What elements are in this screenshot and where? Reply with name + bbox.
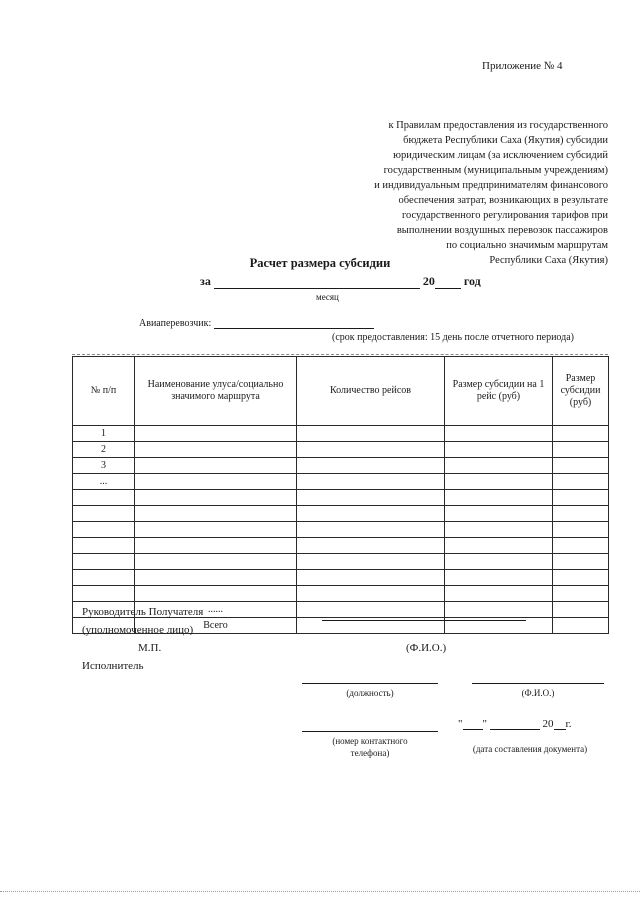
table-cell: 3: [73, 458, 135, 474]
table-row: [73, 474, 609, 490]
table-cell[interactable]: [135, 474, 297, 490]
date-fields: [458, 718, 572, 730]
period-prefix: за: [200, 274, 211, 288]
table-cell[interactable]: [553, 458, 609, 474]
table-row: [73, 586, 609, 602]
date-year-field[interactable]: [554, 719, 566, 730]
rules-line: бюджета Республики Саха (Якутия) субсидии: [403, 135, 608, 146]
deadline-note: (срок предоставления: 15 день после отчетного периода): [332, 332, 574, 343]
table-cell: [73, 554, 135, 570]
table-row: [73, 442, 609, 458]
phone-caption-line: (номер контактного: [332, 736, 408, 746]
table-cell[interactable]: [445, 522, 553, 538]
table-cell[interactable]: [297, 426, 445, 442]
head-signature-line[interactable]: [322, 620, 526, 621]
table-cell[interactable]: [445, 490, 553, 506]
table-cell[interactable]: ......: [135, 602, 297, 618]
date-month-field[interactable]: [490, 719, 540, 730]
table-cell: [73, 522, 135, 538]
table-cell[interactable]: [135, 506, 297, 522]
carrier-row: [139, 318, 374, 329]
rules-line: юридическим лицам (за исключением субсидий: [393, 150, 608, 161]
rules-line: к Правилам предоставления из государственного: [388, 120, 608, 131]
table-row: [73, 538, 609, 554]
table-cell[interactable]: [553, 538, 609, 554]
rules-line: Республики Саха (Якутия): [489, 255, 608, 266]
col-header-route: Наименование улуса/социально значимого маршрута: [135, 357, 297, 426]
rules-line: по социально значимым маршрутам: [446, 240, 608, 251]
table-cell[interactable]: [445, 474, 553, 490]
total-label: Всего: [135, 618, 297, 634]
table-cell: [73, 506, 135, 522]
executor-fio-caption: (Ф.И.О.): [521, 688, 555, 698]
phone-line[interactable]: [302, 731, 438, 732]
table-cell[interactable]: [445, 554, 553, 570]
table-cell[interactable]: [135, 426, 297, 442]
table-cell[interactable]: [297, 458, 445, 474]
table-cell[interactable]: [445, 506, 553, 522]
carrier-field[interactable]: [214, 318, 374, 329]
table-cell[interactable]: [553, 522, 609, 538]
table-cell[interactable]: [553, 570, 609, 586]
phone-caption: [302, 735, 438, 759]
table-cell[interactable]: [297, 554, 445, 570]
date-close-quote: ": [482, 718, 487, 730]
head-of-recipient-label: Руководитель Получателя: [82, 606, 204, 618]
table-cell[interactable]: [553, 506, 609, 522]
table-cell[interactable]: [297, 522, 445, 538]
year-field[interactable]: [435, 276, 461, 289]
col-header-subsidy-per-flight: Размер субсидии на 1 рейс (руб): [445, 357, 553, 426]
rules-reference: [308, 118, 608, 268]
table-cell[interactable]: [553, 474, 609, 490]
period-line: [200, 274, 481, 289]
date-year-prefix: 20: [542, 718, 554, 730]
date-caption: (дата составления документа): [472, 744, 588, 754]
table-cell[interactable]: [135, 442, 297, 458]
rules-line: обеспечения затрат, возникающих в результате: [398, 195, 608, 206]
table-cell[interactable]: [297, 570, 445, 586]
table-cell[interactable]: [553, 490, 609, 506]
year-suffix: год: [463, 274, 481, 288]
month-field[interactable]: [214, 276, 420, 289]
table-row: [73, 458, 609, 474]
col-header-number: № п/п: [73, 357, 135, 426]
year-prefix: 20: [422, 274, 435, 288]
table-row: [73, 570, 609, 586]
subsidy-table: [72, 356, 609, 634]
stamp-label: М.П.: [138, 642, 162, 654]
phone-caption-line: телефона): [350, 748, 390, 758]
dashed-divider: [72, 354, 608, 355]
table-row: [73, 426, 609, 442]
table-cell[interactable]: [445, 570, 553, 586]
rules-line: государственного регулирования тарифов при: [401, 210, 608, 221]
table-cell[interactable]: [297, 442, 445, 458]
rules-line: государственным (муниципальным учреждениям): [383, 165, 608, 176]
table-cell: [73, 490, 135, 506]
date-suffix: г.: [565, 718, 572, 730]
table-cell[interactable]: [297, 506, 445, 522]
table-row: [73, 522, 609, 538]
table-row: [73, 506, 609, 522]
table-cell[interactable]: [135, 554, 297, 570]
executor-fio-line[interactable]: [472, 683, 604, 684]
table-cell[interactable]: [297, 586, 445, 602]
rules-line: выполнении воздушных перевозок пассажиров: [396, 225, 608, 236]
carrier-label: Авиаперевозчик:: [139, 318, 212, 329]
table-cell: 2: [73, 442, 135, 458]
date-day-field[interactable]: [463, 719, 483, 730]
rules-line: и индивидуальным предпринимателям финансового: [374, 180, 608, 191]
table-cell: [73, 538, 135, 554]
table-cell[interactable]: [445, 442, 553, 458]
table-header-row: [73, 357, 609, 426]
table-cell[interactable]: [553, 442, 609, 458]
table-cell[interactable]: [445, 602, 553, 618]
month-label: месяц: [316, 292, 339, 302]
fio-label: (Ф.И.О.): [406, 642, 447, 654]
appendix-number: Приложение № 4: [482, 60, 563, 72]
table-cell[interactable]: [445, 586, 553, 602]
executor-label: Исполнитель: [82, 660, 144, 672]
table-cell[interactable]: [297, 474, 445, 490]
table-cell[interactable]: [135, 490, 297, 506]
table-cell[interactable]: [445, 426, 553, 442]
table-cell[interactable]: [553, 586, 609, 602]
table-row: [73, 554, 609, 570]
document-title: Расчет размера субсидии: [249, 256, 391, 270]
date-open-quote: ": [458, 718, 463, 730]
table-row: [73, 490, 609, 506]
authorized-person-label: (уполномоченное лицо): [82, 624, 194, 636]
table-cell: [73, 570, 135, 586]
table-cell[interactable]: [445, 538, 553, 554]
table-cell[interactable]: [553, 618, 609, 634]
table-cell[interactable]: [553, 426, 609, 442]
table-cell[interactable]: [297, 602, 445, 618]
position-caption: (должность): [346, 688, 394, 698]
table-cell[interactable]: [553, 602, 609, 618]
table-cell[interactable]: [135, 522, 297, 538]
table-cell[interactable]: [135, 586, 297, 602]
table-cell: 1: [73, 426, 135, 442]
table-cell: ...: [73, 474, 135, 490]
page-bottom-edge: [0, 891, 640, 892]
table-cell[interactable]: [135, 538, 297, 554]
table-cell[interactable]: [135, 570, 297, 586]
table-cell: [73, 586, 135, 602]
position-line[interactable]: [302, 683, 438, 684]
table-cell[interactable]: [297, 490, 445, 506]
table-cell[interactable]: [297, 538, 445, 554]
table-cell[interactable]: [553, 554, 609, 570]
col-header-subsidy-total: Размер субсидии (руб): [553, 357, 609, 426]
col-header-flights: Количество рейсов: [297, 357, 445, 426]
table-cell[interactable]: [135, 458, 297, 474]
table-cell[interactable]: [445, 458, 553, 474]
